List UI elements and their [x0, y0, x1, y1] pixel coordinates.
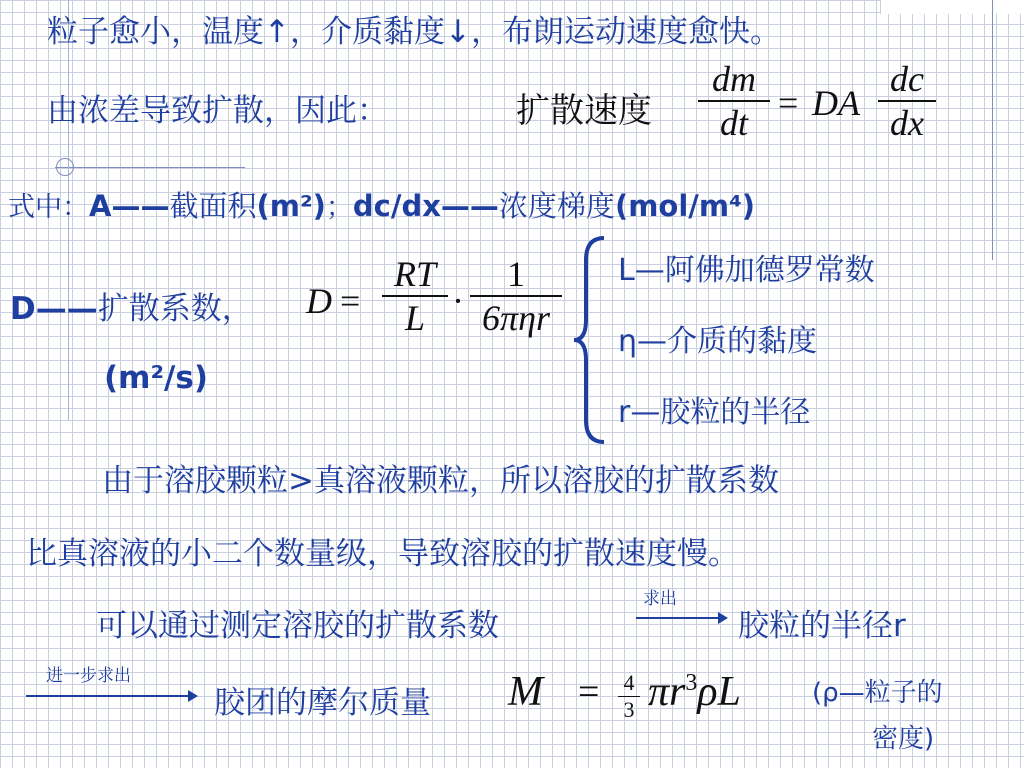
eq3-pi-r — [648, 668, 741, 716]
eq1-fraction-dc-dx — [878, 58, 936, 144]
line-2-text: 由浓差导致扩散，因此： — [47, 93, 388, 129]
line-3-area-unit: (m²) — [256, 189, 326, 223]
note-line-2: 密度) — [872, 724, 935, 754]
line-3-prefix: 式中： — [8, 192, 89, 223]
arrow-right-icon-2 — [24, 688, 200, 704]
line-4-text: 扩散系数， — [97, 291, 253, 327]
paragraph-line-1: 由于溶胶颗粒>真溶液颗粒，所以溶胶的扩散系数 — [102, 463, 779, 499]
eq3-exp: 3 — [685, 670, 698, 696]
eq1-coef: DA — [812, 83, 860, 123]
legend-L: L—阿佛加德罗常数 — [618, 253, 875, 288]
eq3-lhs: M — [508, 669, 543, 715]
top-right-bar — [880, 0, 1024, 14]
curly-brace — [572, 236, 608, 444]
eq2-den2: 6πηr — [482, 298, 550, 338]
eq1-num2: dc — [890, 59, 924, 99]
eq2-dot: · — [452, 281, 464, 321]
paragraph-line-3-result: 胶粒的半径r — [738, 608, 906, 644]
eq3-rho-L: ρL — [697, 669, 741, 715]
line-3-area: 截面积 — [169, 189, 257, 223]
paragraph-line-2: 比真溶液的小二个数量级，导致溶胶的扩散速度慢。 — [26, 536, 739, 572]
eq2-num1: RT — [393, 254, 436, 294]
eq2-lhs: D — [306, 281, 332, 321]
eq2-den1: L — [404, 298, 426, 338]
eq2-equals: = — [340, 281, 361, 321]
eq1-fraction-dm-dt — [698, 58, 770, 144]
eq3-equals: = — [578, 671, 600, 713]
line-3-dcdx: dc/dx—— — [352, 189, 499, 223]
line-4 — [10, 283, 253, 328]
eq2-fraction-1-6pietar — [470, 253, 562, 339]
eq1-den1: dt — [719, 103, 748, 143]
line-4-unit: (m²/s) — [104, 360, 208, 396]
line-3-A: A—— — [89, 189, 170, 223]
line-1-text: 粒子愈小，温度↑，介质黏度↓，布朗运动速度愈快。 — [47, 14, 781, 50]
line-3 — [8, 184, 755, 225]
eq3-num: 4 — [623, 670, 635, 695]
legend-r: r—胶粒的半径 — [618, 395, 811, 430]
eq2-fraction-rt-l — [382, 253, 448, 339]
note-line-1: (ρ—粒子的 — [812, 678, 943, 708]
legend-eta: η—介质的黏度 — [618, 324, 818, 359]
eq1-lhs: 扩散速度 — [516, 93, 652, 130]
arrow-right-icon — [634, 610, 730, 626]
eq3-pi-r-text: πr — [648, 669, 686, 715]
paragraph-line-3: 可以通过测定溶胶的扩散系数 — [96, 608, 499, 644]
eq1-den2: dx — [890, 103, 924, 143]
eq1-num1: dm — [712, 59, 756, 99]
line-3-grad-unit: (mol/m⁴) — [614, 189, 756, 223]
corner-line-horizontal — [55, 167, 245, 168]
eq3-fraction-4-3 — [618, 670, 640, 723]
eq3-den: 3 — [623, 697, 635, 722]
corner-circle — [56, 158, 74, 176]
line-3-grad: 浓度梯度 — [498, 189, 615, 223]
eq1-equals: = — [778, 83, 799, 123]
arrow-label-qiuchu: 求出 — [643, 589, 677, 609]
paragraph-line-4-text: 胶团的摩尔质量 — [214, 685, 431, 721]
line-4-D: D—— — [10, 291, 98, 327]
arrow-label-jinyibu: 进一步求出 — [46, 666, 131, 686]
line-3-sep: ； — [325, 192, 353, 223]
eq2-num2: 1 — [507, 254, 525, 294]
top-right-vertical — [992, 0, 993, 260]
